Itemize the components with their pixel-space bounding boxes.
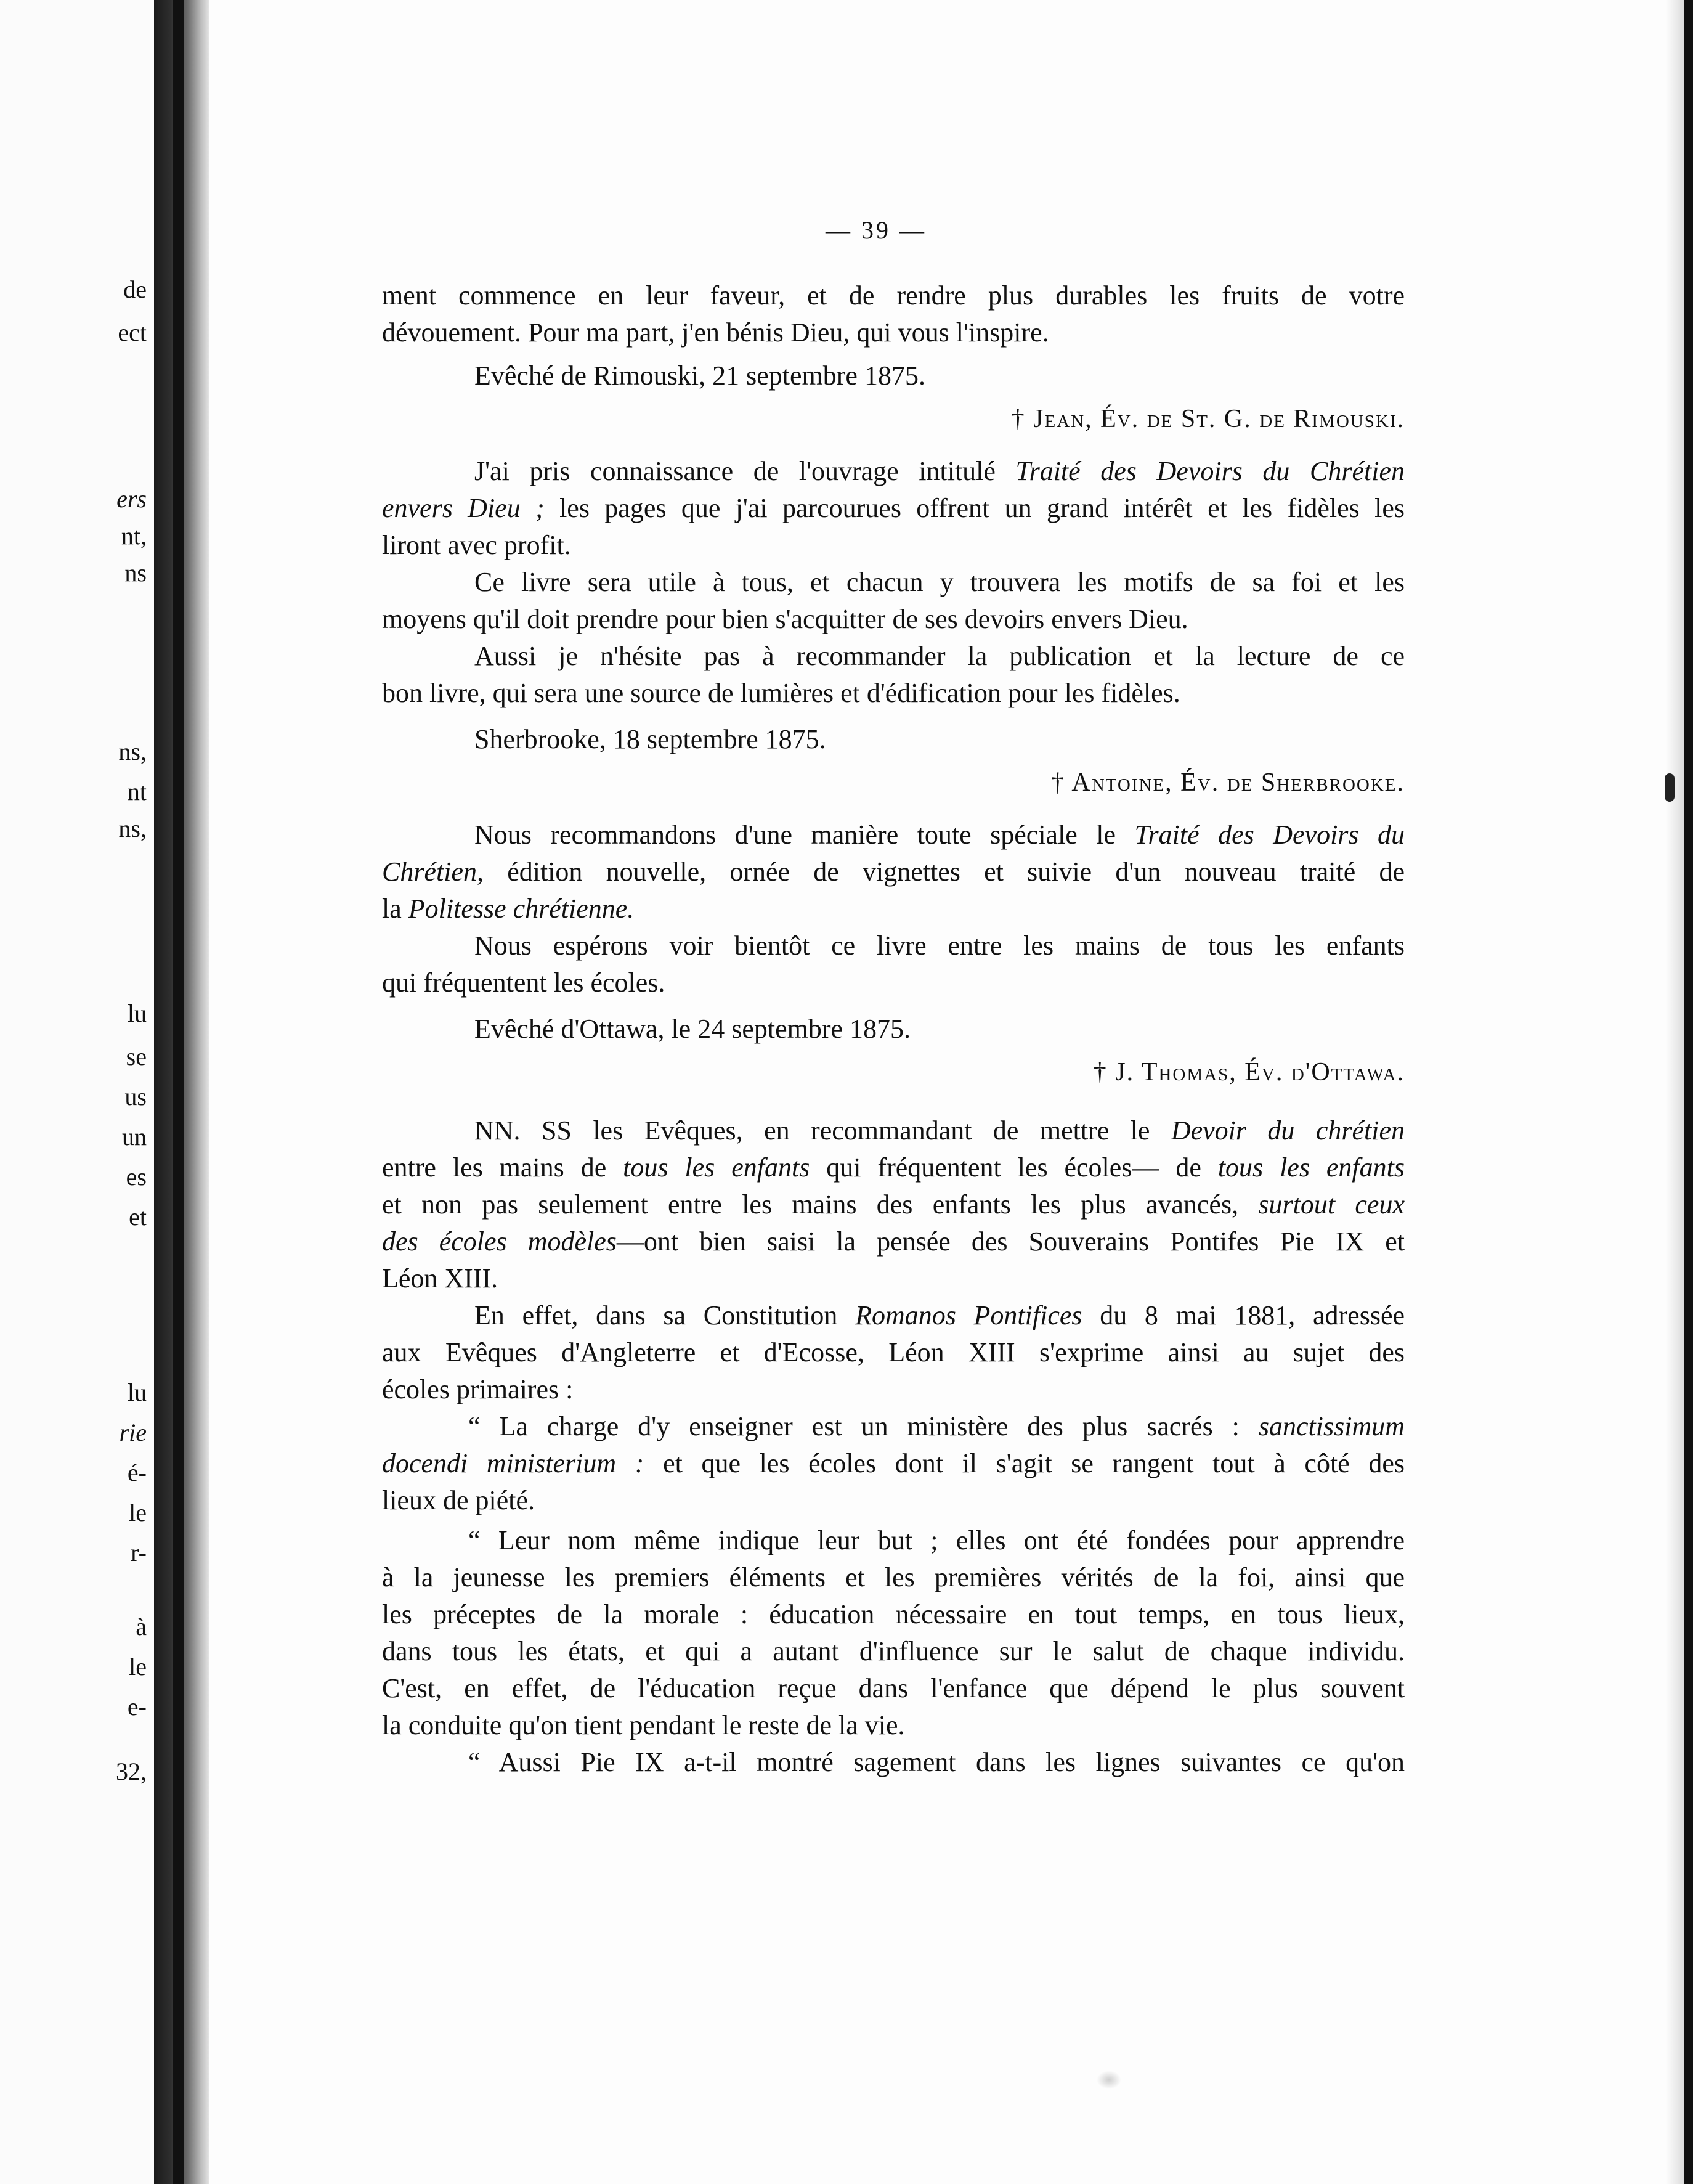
left-page-text-fragment: r- xyxy=(131,1539,147,1567)
left-page-text-fragment: ect xyxy=(118,319,147,346)
left-page-fragment xyxy=(0,0,154,2184)
paragraph-7 xyxy=(382,1522,1405,1744)
left-page-text-fragment: ns xyxy=(124,559,147,587)
left-page-text-fragment: rie xyxy=(119,1419,147,1446)
left-page-text-fragment: le xyxy=(129,1653,147,1681)
text-line: C'est, en effet, de l'éducation reçue dans l'enfance que dépend le plus souvent xyxy=(382,1673,1405,1703)
left-page-text-fragment: et xyxy=(129,1203,147,1231)
text-line: Chrétien, édition nouvelle, ornée de vignettes et suivie d'un nouveau traité de xyxy=(382,857,1405,887)
text-line: J'ai pris connaissance de l'ouvrage intitulé Traité des Devoirs du Chrétien xyxy=(474,456,1405,486)
paragraph-8 xyxy=(382,1744,1405,1781)
signature: † J. Thomas, Év. d'Ottawa. xyxy=(1093,1058,1405,1086)
left-page-text-fragment: lu xyxy=(127,1379,147,1406)
text-line: NN. SS les Evêques, en recommandant de mettre le Devoir du chrétien xyxy=(474,1115,1405,1146)
left-page-text-fragment: ns, xyxy=(118,815,147,842)
text-line: écoles primaires : xyxy=(382,1374,574,1404)
text-line: “ Leur nom même indique leur but ; elles ont été fondées pour apprendre xyxy=(468,1525,1405,1555)
left-page-text-fragment: le xyxy=(129,1499,147,1526)
text-line: aux Evêques d'Angleterre et d'Ecosse, Léon XIII s'exprime ainsi au sujet des xyxy=(382,1337,1405,1367)
left-page-text-fragment: de xyxy=(123,275,147,303)
text-line: bon livre, qui sera une source de lumières et d'édification pour les fidèles. xyxy=(382,678,1180,708)
text-line: et non pas seulement entre les mains des enfants les plus avancés, surtout ceux xyxy=(382,1189,1405,1220)
paragraph-2 xyxy=(382,453,1405,712)
paragraph-3 xyxy=(382,817,1405,1001)
text-line: des écoles modèles—ont bien saisi la pensée des Souverains Pontifes Pie IX et xyxy=(382,1226,1405,1257)
text-line: Nous espérons voir bientôt ce livre entre les mains de tous les enfants xyxy=(474,931,1405,961)
text-line: la Politesse chrétienne. xyxy=(382,894,635,924)
text-line: docendi ministerium : et que les écoles dont il s'agit se rangent tout à côté des xyxy=(382,1448,1405,1478)
text-line: qui fréquentent les écoles. xyxy=(382,968,665,998)
left-page-text-fragment: ers xyxy=(116,485,147,513)
text-line: En effet, dans sa Constitution Romanos Pontifices du 8 mai 1881, adressée xyxy=(474,1300,1405,1330)
text-line: dans tous les états, et qui a autant d'influence sur le salut de chaque individu. xyxy=(382,1636,1405,1666)
left-page-text-fragment: e- xyxy=(127,1693,147,1721)
page-edge-shade xyxy=(1666,0,1684,2184)
book-gutter xyxy=(154,0,209,2184)
gutter-shadow xyxy=(173,0,184,2184)
left-page-text-fragment: é- xyxy=(127,1459,147,1486)
text-line: Aussi je n'hésite pas à recommander la publication et la lecture de ce xyxy=(474,641,1405,671)
left-page-text-fragment: à xyxy=(136,1613,147,1640)
text-line: ment commence en leur faveur, et de rendre plus durables les fruits de votre xyxy=(382,280,1405,311)
paragraph-5 xyxy=(382,1297,1405,1408)
text-line: envers Dieu ; les pages que j'ai parcourues offrent un grand intérêt et les fidèles les xyxy=(382,493,1405,523)
left-page-text-fragment: se xyxy=(126,1043,147,1070)
text-line: la conduite qu'on tient pendant le reste de la vie. xyxy=(382,1710,905,1740)
paragraph-1 xyxy=(382,277,1405,351)
page-number: — 39 — xyxy=(826,216,927,244)
text-line: entre les mains de tous les enfants qui fréquentent les écoles— de tous les enfants xyxy=(382,1152,1405,1183)
left-page-text-fragment: es xyxy=(126,1163,147,1191)
text-line: à la jeunesse les premiers éléments et les premières vérités de la foi, ainsi que xyxy=(382,1562,1405,1592)
text-line: Nous recommandons d'une manière toute spéciale le Traité des Devoirs du xyxy=(474,820,1405,850)
left-page-text-fragment: lu xyxy=(127,1000,147,1027)
left-page-text-fragment: nt, xyxy=(121,522,147,550)
text-line: les préceptes de la morale : éducation nécessaire en tout temps, en tous lieux, xyxy=(382,1599,1405,1629)
left-page-text-fragment: nt xyxy=(127,778,147,805)
edge-mark xyxy=(1665,773,1675,802)
text-line: “ La charge d'y enseigner est un ministère des plus sacrés : sanctissimum xyxy=(468,1411,1405,1441)
signature: † Antoine, Év. de Sherbrooke. xyxy=(1051,768,1405,797)
text-line: Ce livre sera utile à tous, et chacun y trouvera les motifs de sa foi et les xyxy=(474,567,1405,597)
smudge-mark xyxy=(1097,2071,1121,2089)
text-line: dévouement. Pour ma part, j'en bénis Dieu, qui vous l'inspire. xyxy=(382,317,1049,348)
text-line: “ Aussi Pie IX a-t-il montré sagement dans les lignes suivantes ce qu'on xyxy=(468,1747,1405,1777)
left-page-text-fragment: ns, xyxy=(118,738,147,765)
paragraph-6 xyxy=(382,1408,1405,1519)
left-page-text-fragment: us xyxy=(124,1083,147,1110)
signature: † Jean, Év. de St. G. de Rimouski. xyxy=(1011,405,1405,433)
page-edge xyxy=(1684,0,1693,2184)
text-line: liront avec profit. xyxy=(382,530,571,560)
left-page-text-fragment: 32, xyxy=(116,1758,147,1785)
place-date: Evêché d'Ottawa, le 24 septembre 1875. xyxy=(474,1014,911,1044)
text-line: lieux de piété. xyxy=(382,1485,535,1515)
text-line: Léon XIII. xyxy=(382,1263,498,1294)
text-line: moyens qu'il doit prendre pour bien s'acquitter de ses devoirs envers Dieu. xyxy=(382,604,1188,634)
left-page-text-fragment: un xyxy=(122,1123,147,1151)
paragraph-4 xyxy=(382,1112,1405,1297)
place-date: Sherbrooke, 18 septembre 1875. xyxy=(474,724,826,754)
place-date: Evêché de Rimouski, 21 septembre 1875. xyxy=(474,361,925,391)
